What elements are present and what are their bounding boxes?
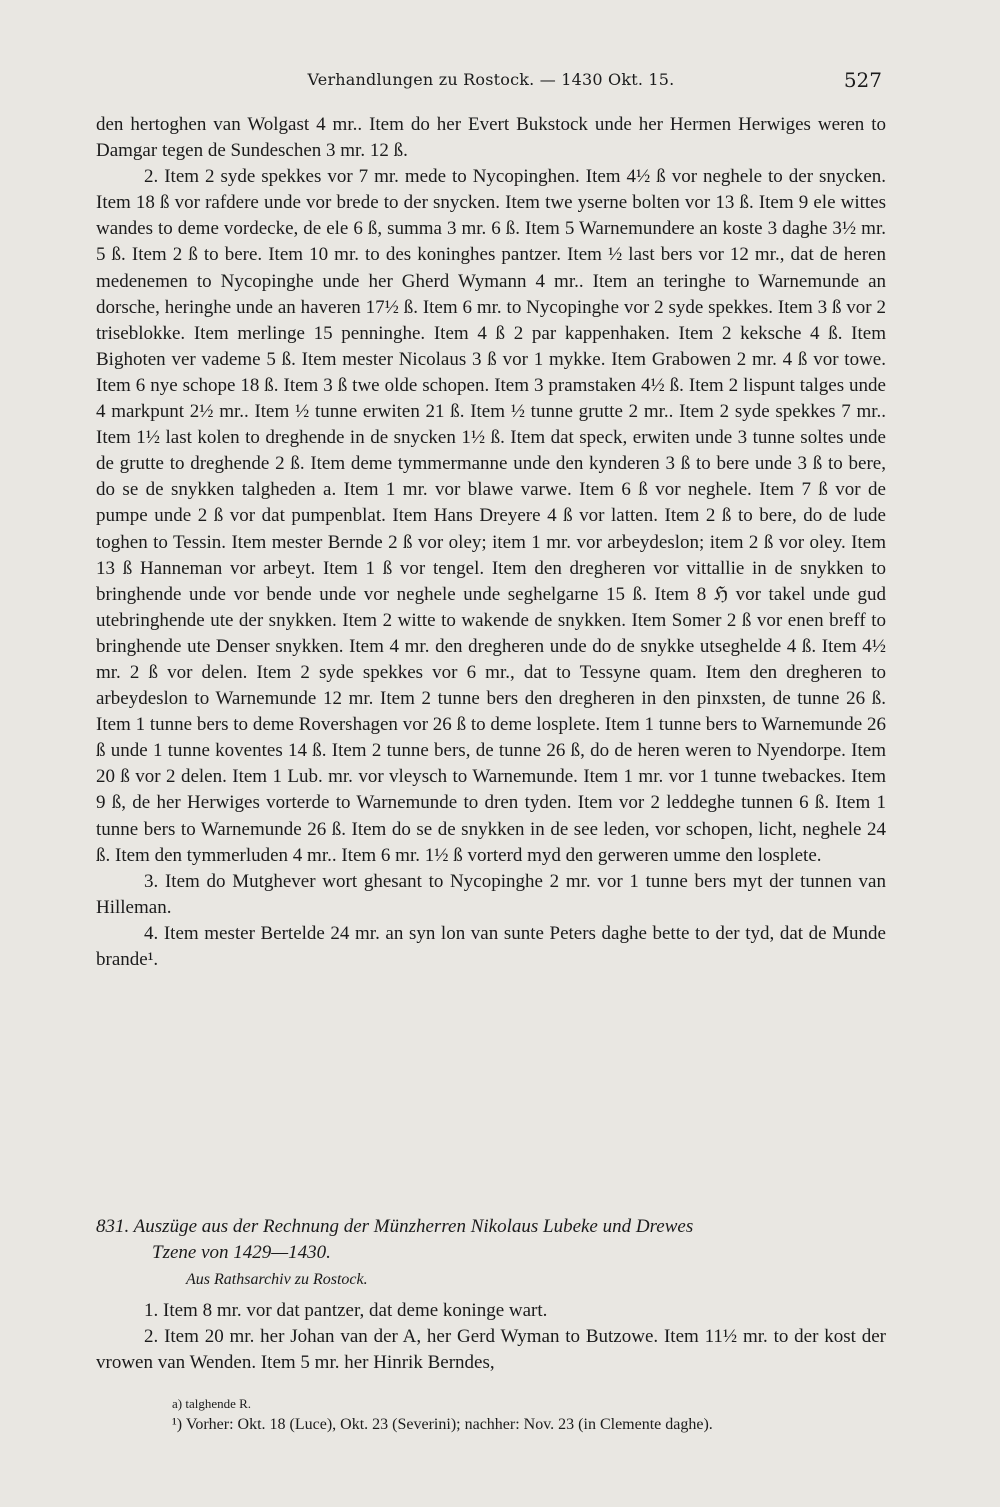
section-paragraph-1: 1. Item 8 mr. vor dat pantzer, dat deme koninge wart. [144,1300,548,1321]
paragraph-4: 4. Item mester Bertelde 24 mr. an syn lon van sunte Peters daghe bette to der tyd, dat de Munde brande¹. [96,922,886,970]
main-text [96,112,886,973]
footnote-a: a) talghende R. [172,1396,252,1411]
paragraph-1: den hertoghen van Wolgast 4 mr.. Item do her Evert Bukstock unde her Hermen Herwiges weren to Damgar tegen de Sundeschen 3 mr. 12 ß. [96,114,886,162]
section-title [96,1214,886,1266]
paragraph-2: 2. Item 2 syde spekkes vor 7 mr. mede to Nycopinghen. Item 4½ ß vor neghele to der snycken. Item 18 ß vor rafdere unde vor brede to der snycken. Item twe yserne bolten vor 13 ß. Item 9 ele wittes wandes to deme vordecke, de ele 6 ß, summa 3 mr. 6 ß. Item 5 Warnemundere an koste 3 daghe 3½ mr. 5 ß. Item 2 ß to bere. Item 10 mr. to des koninghes pantzer. Item ½ last bers vor 12 mr., dat de heren medenemen to Nycopinghe unde her Gherd Wymann 4 mr.. Item an teringhe to Warnemunde an dorsche, heringhe unde an haveren 17½ ß. Item 6 mr. to Nycopinghe vor 2 syde spekkes. Item 3 ß vor 2 triseblokke. Item merlinge 15 penninghe. Item 4 ß 2 par kappenhaken. Item 2 keksche 4 ß. Item Bighoten ver vademe 5 ß. Item mester Nicolaus 3 ß vor 1 mykke. Item Grabowen 2 mr. 4 ß vor towe. Item 6 nye schope 18 ß. Item 3 ß twe olde schopen. Item 3 pramstaken 4½ ß. Item 2 lispunt talges unde 4 markpunt 2½ mr.. Item ½ tunne erwiten 21 ß. Item ½ tunne grutte 2 mr.. Item 2 syde spekkes 7 mr.. Item 1½ last kolen to dreghende in de snycken 1½ ß. Item dat speck, erwiten unde 3 tunne soltes unde de grutte to dreghende 2 ß. Item deme tymmermanne unde den kynderen 3 ß to bere unde 3 ß to bere, do se de snykken talgheden a. Item 1 mr. vor blawe varwe. Item 6 ß vor neghele. Item 7 ß vor de pumpe unde 2 ß vor dat pumpenblat. Item Hans Dreyere 4 ß vor latten. Item 2 ß to bere, do de lude toghen to Tessin. Item mester Bernde 2 ß vor oley; item 1 mr. vor arbeydeslon; item 2 ß vor oley. Item 13 ß Hanneman vor arbeyt. Item 1 ß vor tengel. Item den dregheren vor vittallie in de snykken to bringhende unde vor bende unde vor neghele unde seghelgarne 15 ß. Item 8 ℌ vor takel unde gud utebringhende ute der snykken. Item 2 witte to wakende de snykken. Item Somer 2 ß vor enen breff to bringhende ute Denser snykken. Item 4 mr. den dregheren unde do de snykke utseghelde 4 ß. Item 4½ mr. 2 ß vor delen. Item 2 syde spekkes vor 6 mr., dat to Tessyne quam. Item den dregheren to arbeydeslon to Warnemunde 12 mr. Item 2 tunne bers den dregheren in den pinxsten, de tunne 26 ß. Item 1 tunne bers to deme Rovershagen vor 26 ß to deme losplete. Item 1 tunne bers to Warnemunde 26 ß unde 1 tunne koventes 14 ß. Item 2 tunne bers, de tunne 26 ß, do de heren weren to Nyendorpe. Item 20 ß vor 2 delen. Item 1 Lub. mr. vor vleysch to Warnemunde. Item 1 mr. vor 1 tunne twebackes. Item 9 ß, de her Herwiges vorterde to Warnemunde to dren tyden. Item vor 2 leddeghe tunnen 6 ß. Item 1 tunne bers to Warnemunde 26 ß. Item do se de snykken in de see leden, vor schopen, licht, neghele 24 ß. Item den tymmerluden 4 mr.. Item 6 mr. 1½ ß vorterd myd den gerweren umme den losplete. [96,166,886,866]
running-head: Verhandlungen zu Rostock. — 1430 Okt. 15. [307,70,675,89]
footnotes [96,1394,886,1436]
page-number: 527 [843,68,882,92]
section-number: 831. [96,1216,130,1237]
footnote-1: ¹) Vorher: Okt. 18 (Luce), Okt. 23 (Severini); nachher: Nov. 23 (in Clemente daghe). [172,1416,713,1433]
section-title-line2: Tzene von 1429—1430. [152,1242,331,1263]
page-header [96,66,886,96]
section-paragraph-2: 2. Item 20 mr. her Johan van der A, her Gerd Wyman to Butzowe. Item 11½ mr. to der kost der vrowen van Wenden. Item 5 mr. her Hinrik Berndes, [96,1326,886,1373]
section-source: Aus Rathsarchiv zu Rostock. [186,1271,368,1288]
section-title-line1: Auszüge aus der Rechnung der Münzherren Nikolaus Lubeke und Drewes [133,1216,694,1237]
section-body [96,1298,886,1376]
paragraph-3: 3. Item do Mutghever wort ghesant to Nycopinghe 2 mr. vor 1 tunne bers myt der tunnen van Hilleman. [96,870,886,918]
section-831 [96,1214,886,1376]
